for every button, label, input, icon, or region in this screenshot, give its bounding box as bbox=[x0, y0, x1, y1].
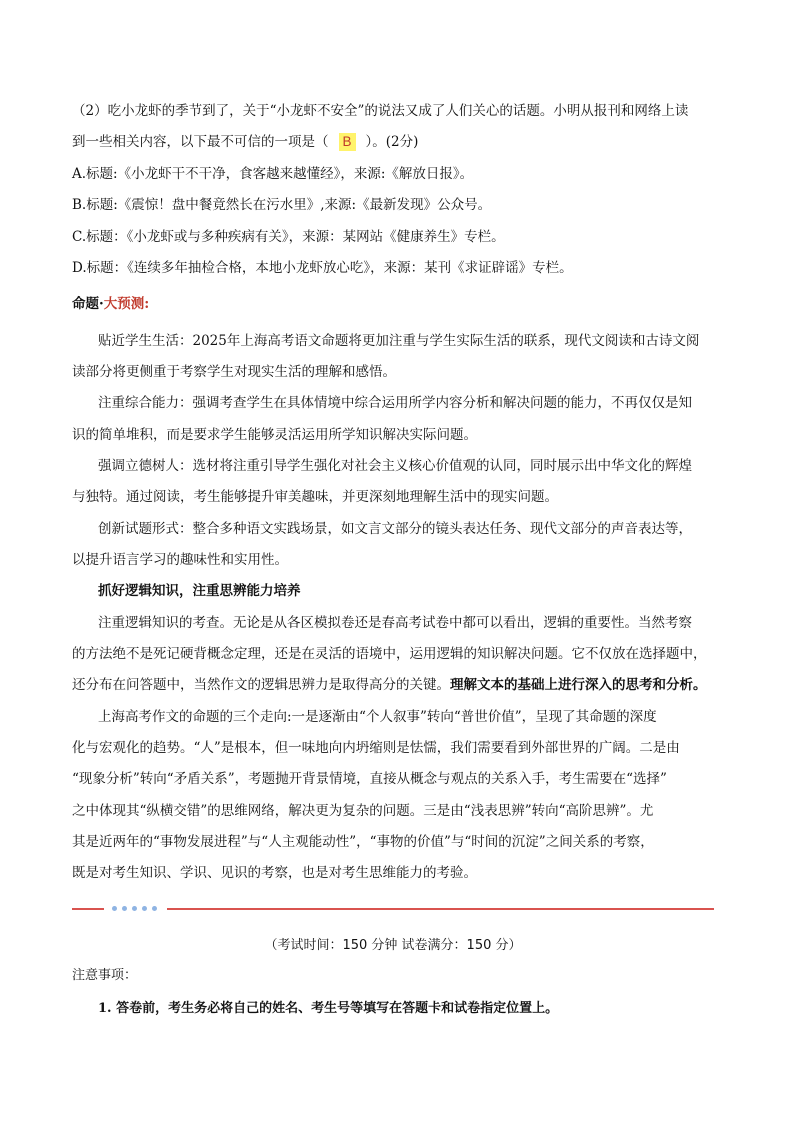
divider-dot bbox=[132, 906, 137, 911]
logic-para-line1: 注重逻辑知识的考查。无论是从各区模拟卷还是春高考试卷中都可以看出，逻辑的重要性。当然考察 bbox=[98, 615, 692, 631]
option-a: A.标题:《小龙虾干不干净，食客越来越懂经》，来源:《解放日报》。 bbox=[72, 166, 474, 182]
essay-para-line4: 之中体现其“纵横交错”的思维网络，解决更为复杂的问题。三是由“浅表思辨”转向“高阶思辨”。尤 bbox=[72, 803, 654, 819]
exam-time-line: （考试时间：150 分钟 试卷满分：150 分） bbox=[264, 938, 522, 953]
essay-para-line1: 上海高考作文的命题的三个走向:一是逐渐由“个人叙事”转向“普世价值”，呈现了其命题的深度 bbox=[98, 709, 657, 725]
divider-dot bbox=[112, 906, 117, 911]
section-divider bbox=[72, 903, 714, 915]
forecast-para1-line2: 读部分将更侧重于考察学生对现实生活的理解和感悟。 bbox=[72, 364, 396, 380]
forecast-para3-line2: 与独特。通过阅读，考生能够提升审美趣味，并更深刻地理解生活中的现实问题。 bbox=[72, 489, 558, 505]
answer-highlight: B bbox=[339, 133, 356, 151]
forecast-para4-line1: 创新试题形式：整合多种语文实践场景，如文言文部分的镜头表达任务、现代文部分的声音表达等， bbox=[98, 521, 692, 537]
logic-para-line2: 的方法绝不是死记硬背概念定理，还是在灵活的语境中，运用逻辑的知识解决问题。它不仅放在选择题中， bbox=[72, 646, 707, 662]
forecast-para3-line1: 强调立德树人：选材将注重引导学生强化对社会主义核心价值观的认同，同时展示出中华文化的辉煌 bbox=[98, 458, 692, 474]
option-d: D.标题：《连续多年抽检合格，本地小龙虾放心吃》，来源：某刊《求证辟谣》专栏。 bbox=[72, 260, 573, 276]
logic-para-line3-pre: 还分布在问答题中，当然作文的逻辑思辨力是取得高分的关键。 bbox=[72, 677, 450, 693]
forecast-label-prefix: 命题· bbox=[72, 296, 104, 312]
essay-para-line2: 化与宏观化的趋势。“人”是根本，但一味地向内坍缩则是怯懦，我们需要看到外部世界的广阔。二是由 bbox=[72, 740, 680, 756]
forecast-para2-line1: 注重综合能力：强调考查学生在具体情境中综合运用所学内容分析和解决问题的能力，不再仅仅是知 bbox=[98, 395, 692, 411]
essay-para-line3: “现象分析”转向“矛盾关系”，考题抛开背景情境，直接从概念与观点的关系入手，考生需要在“选择” bbox=[72, 771, 667, 787]
question-stem-line1: （2）吃小龙虾的季节到了，关于“小龙虾不安全”的说法又成了人们关心的话题。小明从报刊和网络上读 bbox=[72, 103, 689, 119]
essay-para-line6: 既是对考生知识、学识、见识的考察，也是对考生思维能力的考验。 bbox=[72, 865, 477, 881]
forecast-para1-line1: 贴近学生生活：2025年上海高考语文命题将更加注重与学生实际生活的联系，现代文阅读和古诗文阅 bbox=[98, 333, 700, 349]
option-c: C.标题：《小龙虾或与多种疾病有关》，来源：某网站《健康养生》专栏。 bbox=[72, 229, 505, 245]
divider-dot bbox=[122, 906, 127, 911]
divider-dot bbox=[142, 906, 147, 911]
divider-line-left bbox=[72, 908, 104, 910]
essay-para-line5: 其是近两年的“事物发展进程”与“人主观能动性”，“事物的价值”与“时间的沉淀”之间关系的考察， bbox=[72, 834, 654, 850]
question-stem-post: ）。(2分) bbox=[365, 134, 419, 150]
logic-para-line3 bbox=[72, 675, 724, 695]
forecast-label bbox=[72, 294, 724, 314]
forecast-para2-line2: 识的简单堆积，而是要求学生能够灵活运用所学知识解决实际问题。 bbox=[72, 427, 477, 443]
divider-line-right bbox=[167, 908, 714, 910]
note-item-1: 1. 答卷前，考生务必将自己的姓名、考生号等填写在答题卡和试卷指定位置上。 bbox=[98, 1001, 559, 1016]
option-b: B.标题:《震惊！盘中餐竟然长在污水里》,来源:《最新发现》公众号。 bbox=[72, 197, 492, 213]
forecast-label-red: 大预测: bbox=[103, 296, 150, 312]
forecast-para4-line2: 以提升语言学习的趣味性和实用性。 bbox=[72, 552, 288, 568]
logic-subheading: 抓好逻辑知识，注重思辨能力培养 bbox=[98, 583, 301, 599]
divider-dot bbox=[152, 906, 157, 911]
logic-para-line3-bold: 理解文本的基础上进行深入的思考和分析。 bbox=[450, 677, 707, 693]
notes-label: 注意事项： bbox=[72, 968, 138, 983]
question-stem-line2 bbox=[72, 132, 724, 152]
question-stem-pre: 到一些相关内容，以下最不可信的一项是（ bbox=[72, 134, 329, 150]
